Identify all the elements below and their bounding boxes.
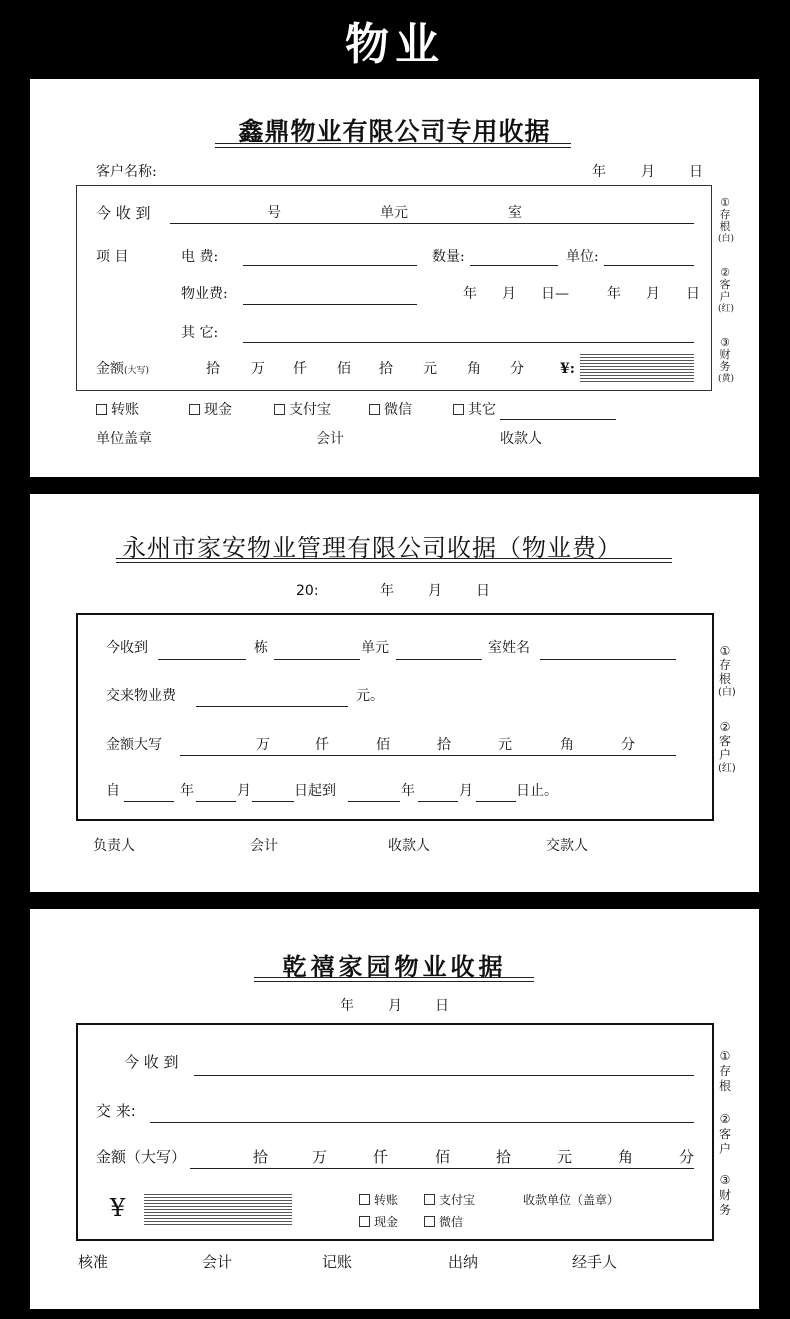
payment-option-label: 支付宝 <box>439 1193 476 1207</box>
room-name-label: 室姓名 <box>488 640 530 656</box>
date-month: 月 <box>428 583 442 599</box>
copy-label-customer: ② 客 户 <box>718 1112 731 1156</box>
unit-price-label: 单位: <box>566 249 599 265</box>
copy-label-stub: ① 存 根 (白) <box>718 644 736 698</box>
amount-unit-shi: 拾 <box>253 1148 269 1166</box>
unit-label: 单元 <box>361 640 389 656</box>
amount-label: 金额大写 <box>106 737 162 753</box>
signature-payee: 收款人 <box>500 431 542 447</box>
amount-unit-jiao: 角 <box>467 361 481 377</box>
date-month: 月 <box>388 998 402 1014</box>
signature-payer: 交款人 <box>546 838 588 854</box>
amount-unit-bai: 佰 <box>337 361 351 377</box>
period-year-from: 年 <box>463 286 477 302</box>
date-year: 年 <box>340 998 354 1014</box>
other-field[interactable] <box>243 342 694 343</box>
amount-unit-fen: 分 <box>510 361 524 377</box>
payment-other-field[interactable] <box>500 419 616 420</box>
paid-by-label: 交 来: <box>96 1102 136 1120</box>
amount-field[interactable] <box>180 755 676 756</box>
amount-unit-shi-2: 拾 <box>379 361 393 377</box>
signature-approver: 核准 <box>78 1253 109 1271</box>
date-prefix: 20: <box>296 583 319 599</box>
building-label: 栋 <box>254 640 268 656</box>
amount-unit-qian: 仟 <box>315 737 329 753</box>
receipt-card-2 <box>30 494 759 892</box>
other-label: 其 它: <box>181 325 219 341</box>
payment-option-cash[interactable] <box>359 1214 398 1230</box>
payment-option-transfer[interactable] <box>96 402 139 418</box>
property-fee-field[interactable] <box>243 304 417 305</box>
receipt-title: 鑫鼎物业有限公司专用收据 <box>238 117 551 146</box>
checkbox-icon <box>189 404 200 415</box>
room-label: 室 <box>508 205 522 221</box>
amount-unit-qian: 仟 <box>293 361 307 377</box>
signature-responsible: 负责人 <box>93 838 135 854</box>
receipt-card-3 <box>30 909 759 1309</box>
customer-name-label: 客户名称: <box>96 164 157 180</box>
checkbox-icon <box>359 1216 370 1227</box>
amount-unit-qian: 仟 <box>373 1148 389 1166</box>
period-to-month-field[interactable] <box>418 801 458 802</box>
period-from-year-field[interactable] <box>124 801 174 802</box>
copy-label-stub: ① 存 根 <box>718 1049 731 1093</box>
received-from-label: 今收到 <box>106 640 148 656</box>
received-from-label: 今 收 到 <box>96 204 151 222</box>
period-from-year: 年 <box>180 783 194 799</box>
period-month-to: 月 <box>646 286 660 302</box>
payment-option-alipay[interactable] <box>274 402 331 418</box>
amount-unit-wan: 万 <box>256 737 270 753</box>
period-month-from: 月 <box>502 286 516 302</box>
payment-option-wechat[interactable] <box>424 1214 463 1230</box>
building-field[interactable] <box>274 659 360 660</box>
payment-option-cash[interactable] <box>189 402 232 418</box>
received-from-field[interactable] <box>158 659 246 660</box>
quantity-field[interactable] <box>470 265 558 266</box>
title-underline <box>215 143 571 148</box>
amount-unit-bai: 佰 <box>376 737 390 753</box>
copy-label-finance: ③ 财 务 (黄) <box>718 336 735 384</box>
amount-label <box>96 361 149 379</box>
amount-unit-yuan: 元 <box>557 1148 573 1166</box>
signature-accountant: 会计 <box>202 1253 233 1271</box>
payment-option-label: 转账 <box>374 1193 399 1207</box>
checkbox-icon <box>274 404 285 415</box>
checkbox-icon <box>453 404 464 415</box>
copy-label-customer: ② 客 户 (红) <box>718 720 736 774</box>
copy-label-finance: ③ 财 务 <box>718 1173 731 1217</box>
signature-accountant: 会计 <box>316 431 344 447</box>
payment-option-label: 支付宝 <box>289 402 331 418</box>
signature-payee: 收款人 <box>388 838 430 854</box>
amount-label-main: 金额 <box>96 361 124 377</box>
copy-label-stub: ① 存 根 (白) <box>718 196 735 244</box>
date-day: 日 <box>435 998 449 1014</box>
amount-hatch-box[interactable] <box>144 1194 292 1225</box>
hao-label: 号 <box>267 205 281 221</box>
payment-option-alipay[interactable] <box>424 1192 475 1208</box>
period-to-day-field[interactable] <box>476 801 516 802</box>
period-year-to: 年 <box>607 286 621 302</box>
period-from-month-field[interactable] <box>196 801 236 802</box>
unit-price-field[interactable] <box>604 265 694 266</box>
amount-unit-shi: 拾 <box>206 361 220 377</box>
date-day: 日 <box>476 583 490 599</box>
signature-bookkeeper: 记账 <box>322 1253 353 1271</box>
period-from-label: 自 <box>106 783 120 799</box>
period-from-day: 日起到 <box>294 783 336 799</box>
page-title: 物业 <box>345 19 445 70</box>
room-name-field[interactable] <box>540 659 676 660</box>
payment-option-label: 微信 <box>439 1215 464 1229</box>
paid-by-field[interactable] <box>150 1122 694 1123</box>
amount-unit-yuan: 元 <box>498 737 512 753</box>
period-to-day: 日止。 <box>516 783 558 799</box>
amount-unit-fen: 分 <box>679 1148 695 1166</box>
amount-unit-fen: 分 <box>621 737 635 753</box>
period-from-day-field[interactable] <box>252 801 294 802</box>
date-month: 月 <box>641 164 655 180</box>
amount-label: 金额（大写） <box>96 1148 187 1166</box>
period-to-year-field[interactable] <box>348 801 400 802</box>
signature-cashier: 出纳 <box>448 1253 479 1271</box>
amount-unit-bai: 佰 <box>435 1148 451 1166</box>
receipt-body-frame <box>76 613 714 821</box>
date-year: 年 <box>592 164 606 180</box>
copy-label-customer: ② 客 户 (红) <box>718 266 735 314</box>
received-from-field[interactable] <box>170 223 694 224</box>
payment-option-label: 转账 <box>111 402 139 418</box>
checkbox-icon <box>359 1194 370 1205</box>
receipt-title: 永州市家安物业管理有限公司收据（物业费） <box>122 534 622 562</box>
yen-label: ¥: <box>560 361 575 377</box>
checkbox-icon <box>369 404 380 415</box>
amount-unit-wan: 万 <box>312 1148 328 1166</box>
title-underline <box>116 558 672 563</box>
amount-unit-shi: 拾 <box>437 737 451 753</box>
payment-option-label: 微信 <box>384 402 412 418</box>
received-from-field[interactable] <box>194 1075 694 1076</box>
title-underline <box>254 977 534 982</box>
property-fee-label: 交来物业费 <box>106 688 176 704</box>
amount-unit-jiao: 角 <box>560 737 574 753</box>
unit-label: 单元 <box>380 205 408 221</box>
period-to-month: 月 <box>459 783 473 799</box>
payment-option-transfer[interactable] <box>359 1192 398 1208</box>
quantity-label: 数量: <box>432 249 465 265</box>
period-day-from: 日— <box>541 286 569 302</box>
amount-unit-shi-2: 拾 <box>496 1148 512 1166</box>
period-to-year: 年 <box>401 783 415 799</box>
date-year: 年 <box>380 583 394 599</box>
yen-label: ¥ <box>110 1194 126 1222</box>
payment-option-label: 现金 <box>374 1215 399 1229</box>
property-fee-field[interactable] <box>196 706 348 707</box>
payment-option-label: 现金 <box>204 402 232 418</box>
item-label: 项 目 <box>96 249 129 265</box>
payment-option-other[interactable] <box>453 402 496 418</box>
checkbox-icon <box>96 404 107 415</box>
yuan-end-label: 元。 <box>356 688 384 704</box>
date-day: 日 <box>689 164 703 180</box>
period-day-to: 日 <box>686 286 700 302</box>
payee-unit-seal-label: 收款单位（盖章） <box>523 1193 620 1207</box>
signature-handler: 经手人 <box>572 1253 618 1271</box>
property-fee-label: 物业费: <box>181 286 228 302</box>
unit-field[interactable] <box>396 659 482 660</box>
checkbox-icon <box>424 1216 435 1227</box>
signature-unit-seal: 单位盖章 <box>96 431 152 447</box>
receipt-card-1 <box>30 79 759 477</box>
amount-label-small: (大写) <box>124 366 150 376</box>
payment-option-wechat[interactable] <box>369 402 412 418</box>
period-from-month: 月 <box>237 783 251 799</box>
amount-unit-wan: 万 <box>251 361 265 377</box>
checkbox-icon <box>424 1194 435 1205</box>
electric-fee-label: 电 费: <box>181 249 219 265</box>
amount-hatch-box[interactable] <box>580 354 694 382</box>
electric-fee-field[interactable] <box>243 265 417 266</box>
signature-accountant: 会计 <box>250 838 278 854</box>
amount-field[interactable] <box>190 1168 694 1169</box>
payment-option-label: 其它 <box>468 402 496 418</box>
amount-unit-yuan: 元 <box>423 361 437 377</box>
receipt-title: 乾禧家园物业收据 <box>282 953 507 981</box>
amount-unit-jiao: 角 <box>618 1148 634 1166</box>
received-from-label: 今 收 到 <box>124 1053 179 1071</box>
